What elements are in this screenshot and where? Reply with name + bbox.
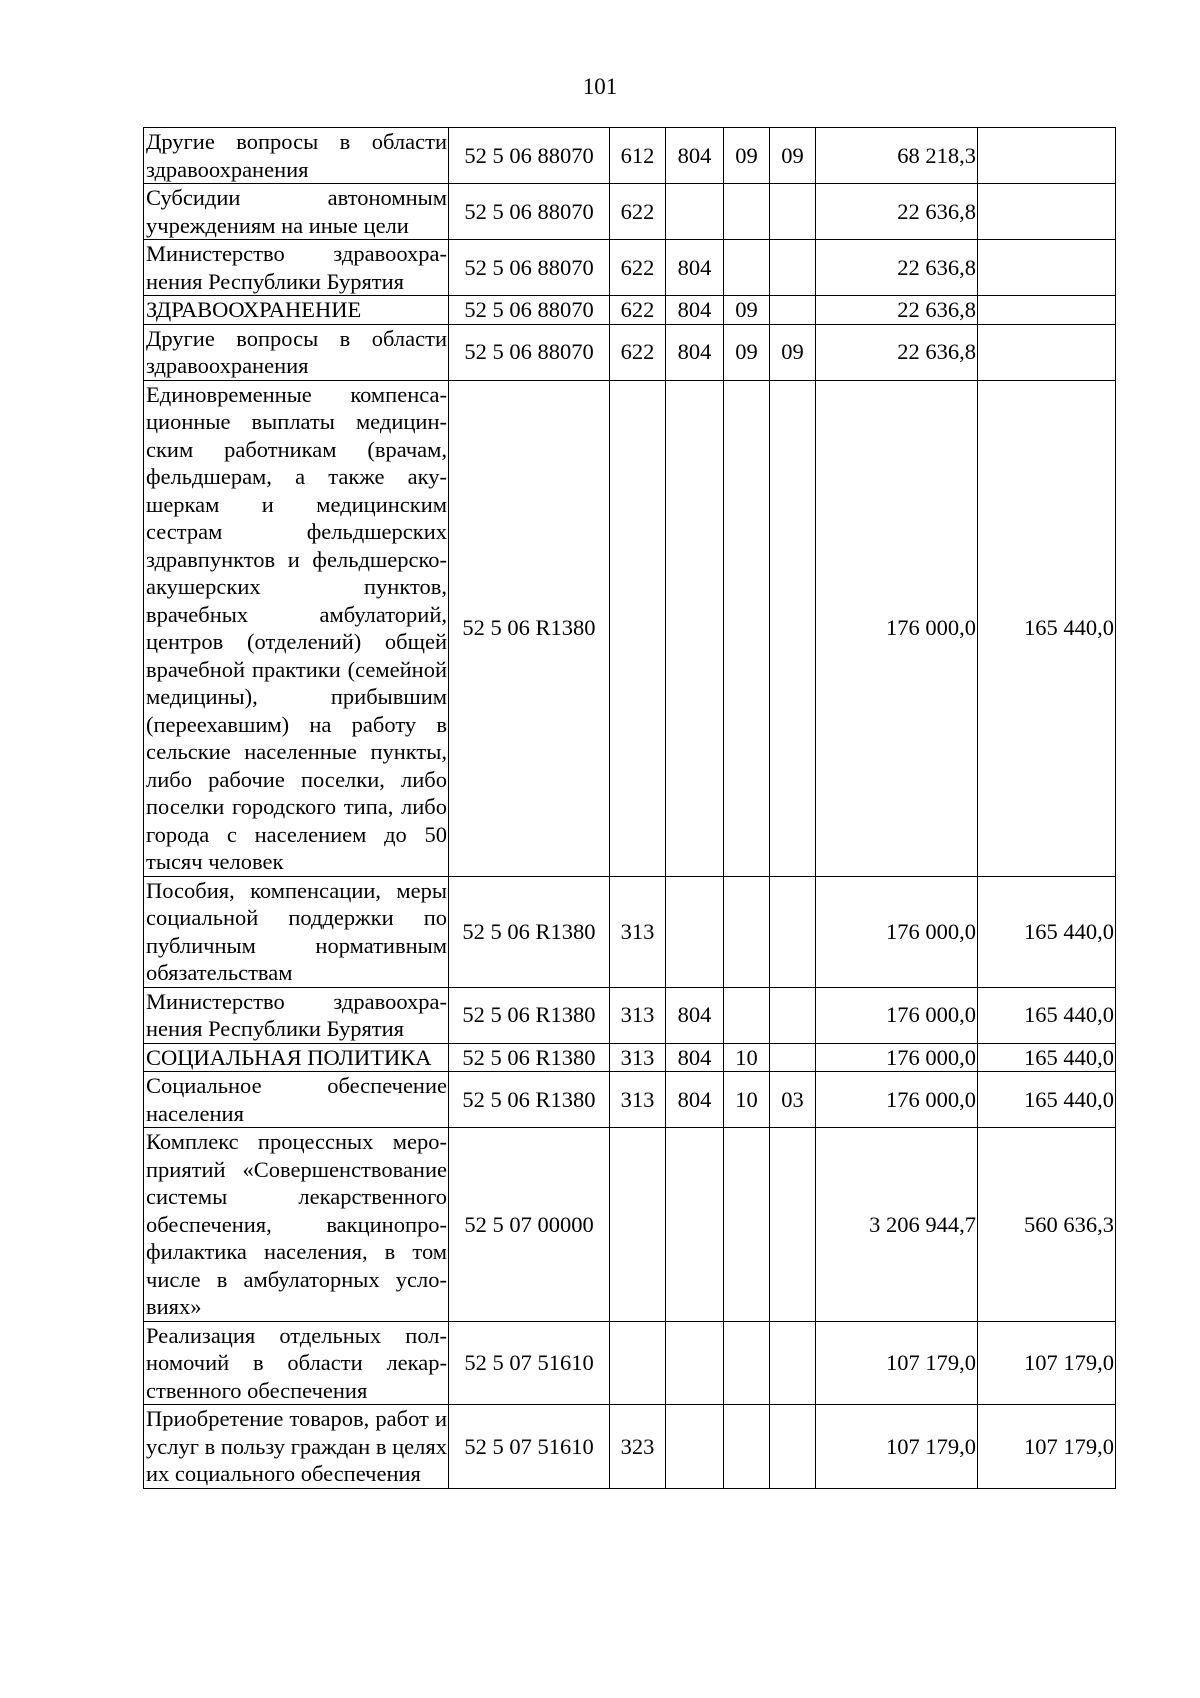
cell-target-code: 52 5 06 88070	[449, 240, 610, 296]
cell-section	[724, 987, 770, 1043]
cell-target-code: 52 5 06 88070	[449, 184, 610, 240]
table-body	[144, 128, 1116, 1489]
cell-target-code: 52 5 07 51610	[449, 1405, 610, 1489]
table-row	[144, 296, 1116, 325]
cell-section	[724, 876, 770, 987]
cell-amount-1: 176 000,0	[816, 380, 978, 876]
cell-grbs: 804	[666, 1072, 724, 1128]
cell-subsection	[770, 296, 816, 325]
cell-expense-type: 313	[610, 1072, 666, 1128]
cell-subsection: 09	[770, 128, 816, 184]
cell-amount-2: 165 440,0	[978, 876, 1116, 987]
cell-subsection	[770, 1128, 816, 1322]
cell-name: Министерство здравоохранения Республики Бурятия	[144, 987, 449, 1043]
cell-expense-type: 612	[610, 128, 666, 184]
cell-expense-type: 622	[610, 324, 666, 380]
cell-grbs	[666, 1128, 724, 1322]
cell-amount-2: 560 636,3	[978, 1128, 1116, 1322]
cell-amount-1: 176 000,0	[816, 987, 978, 1043]
cell-section	[724, 380, 770, 876]
cell-amount-2	[978, 184, 1116, 240]
cell-grbs: 804	[666, 324, 724, 380]
cell-expense-type: 622	[610, 184, 666, 240]
table-row	[144, 876, 1116, 987]
cell-amount-2: 165 440,0	[978, 1043, 1116, 1072]
cell-name: ЗДРАВООХРАНЕНИЕ	[144, 296, 449, 325]
cell-amount-2: 165 440,0	[978, 1072, 1116, 1128]
cell-amount-2	[978, 296, 1116, 325]
table-row	[144, 1405, 1116, 1489]
cell-amount-2: 107 179,0	[978, 1405, 1116, 1489]
cell-amount-2	[978, 324, 1116, 380]
cell-amount-1: 176 000,0	[816, 1072, 978, 1128]
cell-section	[724, 1321, 770, 1405]
cell-expense-type	[610, 380, 666, 876]
cell-grbs	[666, 1321, 724, 1405]
table-row	[144, 128, 1116, 184]
cell-name: Социальное обеспечение населения	[144, 1072, 449, 1128]
cell-target-code: 52 5 06 88070	[449, 296, 610, 325]
cell-target-code: 52 5 06 88070	[449, 128, 610, 184]
cell-subsection	[770, 184, 816, 240]
table-row	[144, 987, 1116, 1043]
cell-expense-type: 622	[610, 240, 666, 296]
cell-expense-type	[610, 1128, 666, 1322]
table-row	[144, 380, 1116, 876]
cell-name: Пособия, компенсации, меры социальной поддержки по публичным нормативным обязательствам	[144, 876, 449, 987]
cell-grbs: 804	[666, 987, 724, 1043]
cell-grbs: 804	[666, 128, 724, 184]
cell-expense-type: 313	[610, 876, 666, 987]
cell-section: 09	[724, 296, 770, 325]
cell-name: Субсидии автономным учреждениям на иные цели	[144, 184, 449, 240]
cell-name: Единовременные компенсационные выплаты медицинским работникам (врачам, фельдшерам, а также акушеркам и медицинским сестрам фельдшерских здравпунктов и фельдшерско-акушерских пунктов, врачебных амбулаторий, центров (отделений) общей врачебной практики (семейной медицины), прибывшим (переехавшим) на работу в сельские населенные пункты, либо рабочие поселки, либо поселки городского типа, либо города с населением до 50 тысяч человек	[144, 380, 449, 876]
cell-section: 09	[724, 128, 770, 184]
cell-subsection	[770, 987, 816, 1043]
page-number: 101	[582, 74, 618, 99]
budget-table	[143, 127, 1116, 1489]
cell-grbs: 804	[666, 240, 724, 296]
cell-target-code: 52 5 07 00000	[449, 1128, 610, 1322]
cell-subsection	[770, 240, 816, 296]
cell-target-code: 52 5 06 R1380	[449, 380, 610, 876]
cell-amount-2: 165 440,0	[978, 987, 1116, 1043]
cell-name: Другие вопросы в области здравоохранения	[144, 324, 449, 380]
cell-amount-2: 165 440,0	[978, 380, 1116, 876]
cell-name: Министерство здравоохранения Республики Бурятия	[144, 240, 449, 296]
cell-name: Реализация отдельных полномочий в области лекарственного обеспечения	[144, 1321, 449, 1405]
cell-subsection	[770, 1043, 816, 1072]
cell-grbs: 804	[666, 1043, 724, 1072]
cell-target-code: 52 5 06 R1380	[449, 1072, 610, 1128]
cell-subsection	[770, 876, 816, 987]
cell-subsection: 09	[770, 324, 816, 380]
cell-target-code: 52 5 06 R1380	[449, 1043, 610, 1072]
cell-target-code: 52 5 06 88070	[449, 324, 610, 380]
cell-amount-1: 107 179,0	[816, 1321, 978, 1405]
cell-expense-type: 622	[610, 296, 666, 325]
cell-amount-1: 68 218,3	[816, 128, 978, 184]
table-row	[144, 1043, 1116, 1072]
cell-section: 10	[724, 1043, 770, 1072]
cell-section: 10	[724, 1072, 770, 1128]
cell-name: СОЦИАЛЬНАЯ ПОЛИТИКА	[144, 1043, 449, 1072]
table-row	[144, 324, 1116, 380]
cell-expense-type: 313	[610, 987, 666, 1043]
cell-name: Комплекс процессных мероприятий «Совершенствование системы лекарственного обеспечения, вакцинопрофилактика населения, в том числе в амбулаторных условиях»	[144, 1128, 449, 1322]
cell-subsection	[770, 1321, 816, 1405]
cell-subsection: 03	[770, 1072, 816, 1128]
cell-section	[724, 240, 770, 296]
cell-section: 09	[724, 324, 770, 380]
cell-amount-1: 22 636,8	[816, 296, 978, 325]
cell-target-code: 52 5 07 51610	[449, 1321, 610, 1405]
cell-target-code: 52 5 06 R1380	[449, 987, 610, 1043]
cell-amount-1: 3 206 944,7	[816, 1128, 978, 1322]
cell-grbs	[666, 876, 724, 987]
cell-amount-1: 176 000,0	[816, 1043, 978, 1072]
cell-target-code: 52 5 06 R1380	[449, 876, 610, 987]
cell-amount-2: 107 179,0	[978, 1321, 1116, 1405]
cell-amount-1: 107 179,0	[816, 1405, 978, 1489]
cell-expense-type	[610, 1321, 666, 1405]
table-row	[144, 240, 1116, 296]
cell-section	[724, 184, 770, 240]
cell-amount-1: 22 636,8	[816, 324, 978, 380]
cell-grbs	[666, 1405, 724, 1489]
cell-expense-type: 323	[610, 1405, 666, 1489]
cell-amount-2	[978, 128, 1116, 184]
table-row	[144, 1128, 1116, 1322]
cell-expense-type: 313	[610, 1043, 666, 1072]
cell-subsection	[770, 1405, 816, 1489]
cell-name: Приобретение товаров, работ и услуг в пользу граждан в целях их социального обеспечения	[144, 1405, 449, 1489]
cell-amount-1: 22 636,8	[816, 240, 978, 296]
cell-amount-1: 22 636,8	[816, 184, 978, 240]
cell-section	[724, 1405, 770, 1489]
cell-grbs	[666, 380, 724, 876]
cell-subsection	[770, 380, 816, 876]
cell-section	[724, 1128, 770, 1322]
cell-amount-1: 176 000,0	[816, 876, 978, 987]
table-row	[144, 184, 1116, 240]
cell-amount-2	[978, 240, 1116, 296]
table-row	[144, 1321, 1116, 1405]
cell-grbs	[666, 184, 724, 240]
cell-name: Другие вопросы в области здравоохранения	[144, 128, 449, 184]
table-row	[144, 1072, 1116, 1128]
cell-grbs: 804	[666, 296, 724, 325]
